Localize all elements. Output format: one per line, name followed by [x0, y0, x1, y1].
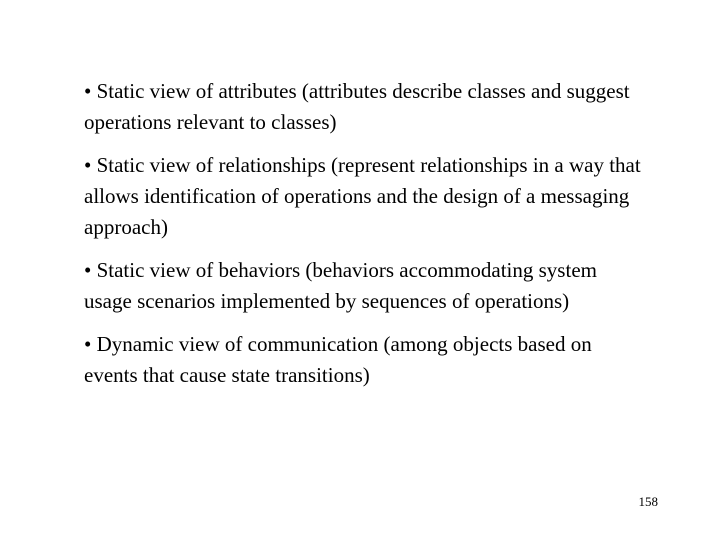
- bullet-relationships: • Static view of relationships (represent relationships in a way that allows identification of operations and the design of a messaging approach): [84, 153, 641, 239]
- bullet-attributes: • Static view of attributes (attributes describe classes and suggest operations relevant to classes): [84, 79, 630, 134]
- page-number: 158: [638, 494, 658, 509]
- bullet-communication: • Dynamic view of communication (among objects based on events that cause state transitions): [84, 332, 592, 387]
- bullet-list: [84, 76, 644, 403]
- bullet-behaviors: • Static view of behaviors (behaviors accommodating system usage scenarios implemented by sequences of operations): [84, 258, 597, 313]
